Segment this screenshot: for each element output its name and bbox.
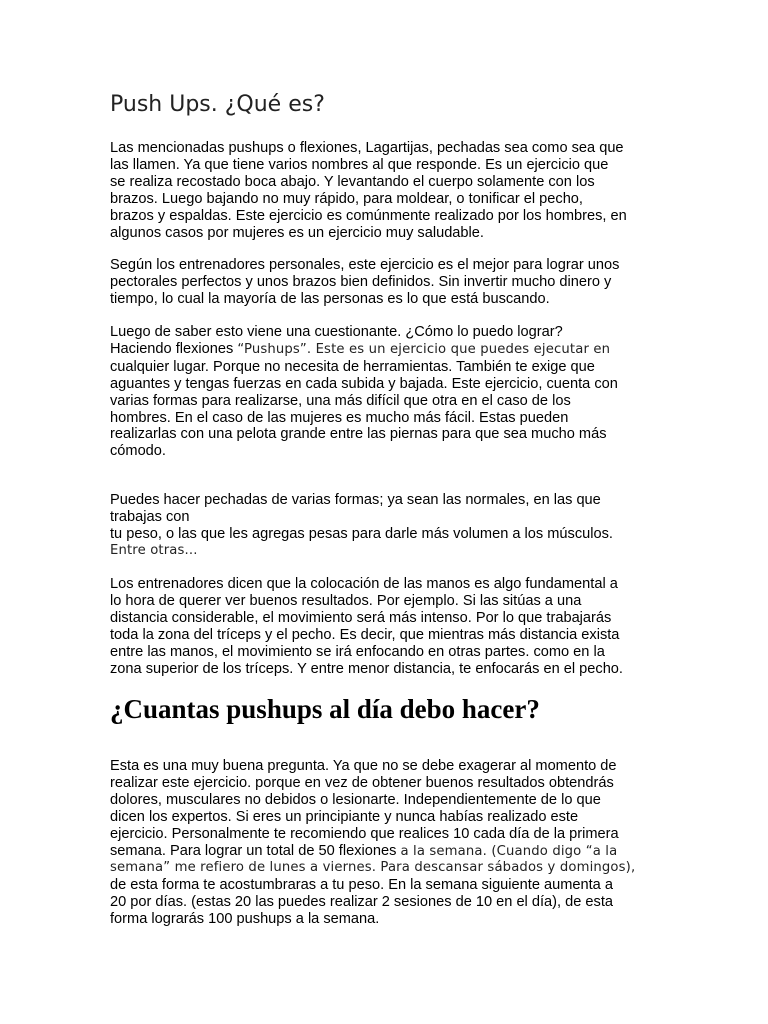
paragraph-intro bbox=[110, 140, 670, 241]
text-line-alt-font: semana” me refiero de lunes a viernes. Para descansar sábados y domingos), bbox=[110, 860, 636, 876]
text-span-alt-font: a la semana. (Cuando digo “a la bbox=[400, 843, 618, 859]
text-line: trabajas con bbox=[110, 508, 190, 525]
text-line: varias formas para realizarse, una más difícil que otra en el caso de los bbox=[110, 392, 571, 409]
text-line: Las mencionadas pushups o flexiones, Lagartijas, pechadas sea como sea que bbox=[110, 140, 624, 156]
text-line: tu peso, o las que les agregas pesas para darle más volumen a los músculos. bbox=[110, 525, 613, 542]
text-line: de esta forma te acostumbraras a tu peso. En la semana siguiente aumenta a bbox=[110, 877, 613, 894]
text-line: dicen los expertos. Si eres un principiante y nunca habías realizado este bbox=[110, 808, 579, 825]
text-line: cómodo. bbox=[110, 443, 166, 460]
text-line: algunos casos por mujeres es un ejercicio muy saludable. bbox=[110, 224, 484, 241]
text-line-alt-font: Entre otras... bbox=[110, 542, 198, 558]
text-line: realizarlas con una pelota grande entre las piernas para que sea mucho más bbox=[110, 426, 607, 443]
text-line: las llamen. Ya que tiene varios nombres al que responde. Es un ejercicio que bbox=[110, 156, 609, 173]
text-line: ejercicio. Personalmente te recomiendo que realices 10 cada día de la primera bbox=[110, 825, 619, 842]
text-line: Según los entrenadores personales, este ejercicio es el mejor para lograr unos bbox=[110, 257, 620, 273]
text-line: hombres. En el caso de las mujeres es mucho más fácil. Estas pueden bbox=[110, 409, 569, 426]
text-line: 20 por días. (estas 20 las puedes realizar 2 sesiones de 10 en el día), de esta bbox=[110, 894, 613, 911]
text-line bbox=[110, 843, 670, 861]
text-line: toda la zona del tríceps y el pecho. Es decir, que mientras más distancia exista bbox=[110, 626, 620, 643]
paragraph-trainers bbox=[110, 257, 670, 308]
text-line: dolores, musculares no debidos o lesionarte. Independientemente de lo que bbox=[110, 791, 601, 808]
text-span-alt-font: “Pushups”. Este es un ejercicio que puedes ejecutar en bbox=[237, 341, 611, 357]
text-line: brazos y espaldas. Este ejercicio es comúnmente realizado por los hombres, en bbox=[110, 207, 627, 224]
text-line: tiempo, lo cual la mayoría de las personas es lo que está buscando. bbox=[110, 290, 550, 307]
text-line: lo hora de querer ver buenos resultados. Por ejemplo. Si las sitúas a una bbox=[110, 592, 582, 609]
text-span: semana. Para lograr un total de 50 flexiones bbox=[110, 842, 401, 859]
text-line: brazos. Luego bajando no muy rápido, para moldear, o tonificar el pecho, bbox=[110, 190, 583, 207]
text-line: Puedes hacer pechadas de varias formas; ya sean las normales, en las que bbox=[110, 492, 601, 508]
paragraph-how-to bbox=[110, 324, 670, 460]
paragraph-forms bbox=[110, 492, 670, 560]
text-line: se realiza recostado boca abajo. Y levantando el cuerpo solamente con los bbox=[110, 173, 595, 190]
text-line: realizar este ejercicio. porque en vez de obtener buenos resultados obtendrás bbox=[110, 774, 614, 791]
heading-how-many: ¿Cuantas pushups al día debo hacer? bbox=[110, 694, 540, 724]
text-line: distancia considerable, el movimiento será más intenso. Por lo que trabajarás bbox=[110, 609, 612, 626]
text-line: Los entrenadores dicen que la colocación de las manos es algo fundamental a bbox=[110, 576, 618, 592]
text-line bbox=[110, 341, 670, 359]
paragraph-how-many bbox=[110, 758, 670, 928]
paragraph-hands bbox=[110, 576, 670, 677]
text-span: Haciendo flexiones bbox=[110, 340, 238, 357]
text-line: entre las manos, el movimiento se irá enfocando en otras partes. como en la bbox=[110, 643, 605, 660]
text-line: forma lograrás 100 pushups a la semana. bbox=[110, 911, 380, 928]
text-line: zona superior de los tríceps. Y entre menor distancia, te enfocarás en el pecho. bbox=[110, 660, 623, 677]
text-line: pectorales perfectos y unos brazos bien definidos. Sin invertir mucho dinero y bbox=[110, 273, 612, 290]
heading-push-ups: Push Ups. ¿Qué es? bbox=[110, 92, 325, 117]
text-line: cualquier lugar. Porque no necesita de herramientas. También te exige que bbox=[110, 358, 595, 375]
text-line: Esta es una muy buena pregunta. Ya que no se debe exagerar al momento de bbox=[110, 758, 617, 774]
text-line: Luego de saber esto viene una cuestionante. ¿Cómo lo puedo lograr? bbox=[110, 324, 563, 340]
text-line: aguantes y tengas fuerzas en cada subida y bajada. Este ejercicio, cuenta con bbox=[110, 375, 618, 392]
